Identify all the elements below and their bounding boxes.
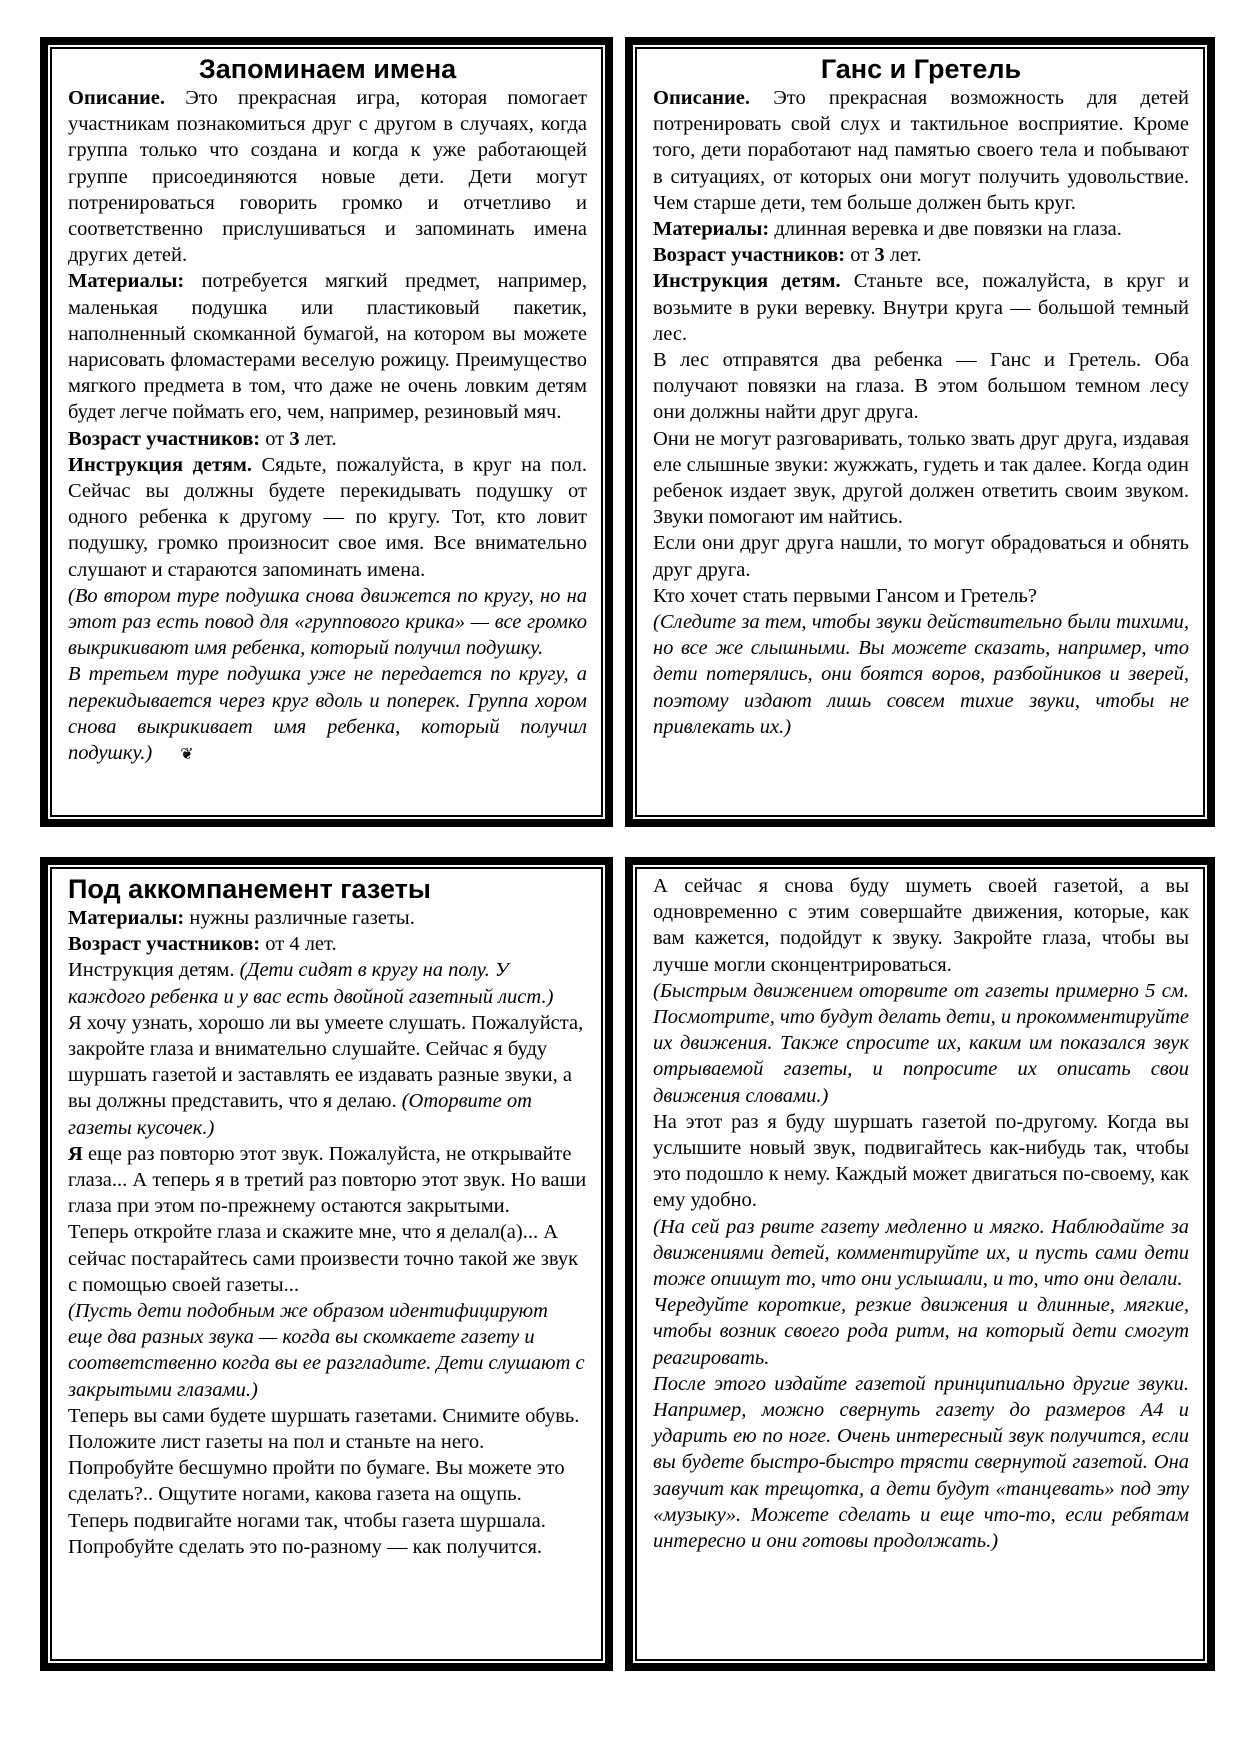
note: (На сей раз рвите газету медленно и мягко. Наблюдайте за движениями детей, комментируйте их, и пусть сами дети тоже опишут то, что они услышали, и то, что они делали. bbox=[653, 1215, 1189, 1291]
instructions bbox=[653, 268, 1189, 347]
description bbox=[68, 85, 587, 268]
paragraph: Теперь откройте глаза и скажите мне, что я делал(а)... А сейчас постарайтесь сами произвести точно такой же звук с помощью своей газеты... bbox=[68, 1221, 579, 1296]
description-text: Это прекрасная возможность для детей потренировать свой слух и тактильное восприятие. Кроме того, дети поработают над памятью своего тела и побывают в ситуациях, от которых они могут получить удовольствие. Чем старше дети, тем больше должен быть круг. bbox=[653, 87, 1189, 214]
age-prefix: от bbox=[260, 427, 290, 450]
card-newspaper-continued bbox=[625, 857, 1215, 1671]
age bbox=[68, 931, 587, 957]
instructions-label: Инструкция детям. bbox=[68, 959, 240, 982]
instructions-label: Инструкция детям. bbox=[68, 453, 253, 476]
paragraph-text: еще раз повторю этот звук. Пожалуйста, не открывайте глаза... А теперь я в третий раз повторю этот звук. Но ваши глаза при этом по-прежнему остаются закрытыми. bbox=[68, 1142, 587, 1218]
age-suffix: лет. bbox=[299, 427, 337, 450]
instructions-label: Инструкция детям. bbox=[653, 270, 841, 293]
age-number: 3 bbox=[874, 244, 885, 267]
materials-label: Материалы: bbox=[68, 270, 185, 293]
card-title: Запоминаем имена bbox=[198, 54, 457, 84]
note: (Быстрым движением оторвите от газеты примерно 5 см. Посмотрите, что будут делать дети, и прокомментируйте их движения. Также спросите их, каким им показался звук отрываемой газеты, и попросите их описать свои движения словами.) bbox=[653, 979, 1189, 1107]
instructions-text: Станьте все, пожалуйста, в круг и возьмите в руки веревку. Внутри круга — большой темный лес. bbox=[653, 270, 1189, 345]
paragraph: А сейчас я снова буду шуметь своей газетой, а вы одновременно с этим совершайте движения, которые, как вам кажется, подойдут к звуку. Закройте глаза, чтобы вы лучше могли сконцентрироваться. bbox=[653, 875, 1189, 976]
paragraph bbox=[68, 1141, 587, 1220]
materials-text: потребуется мягкий предмет, например, маленькая подушка или пластиковый пакетик, наполненный скомканной бумагой, на котором вы можете нарисовать фломастерами веселую рожицу. Преимущество мягкого предмета в том, что даже не очень ловким детям будет легче поймать его, чем, например, резиновый мяч. bbox=[68, 270, 587, 424]
age-label: Возраст участников: bbox=[653, 244, 846, 267]
description-label: Описание. bbox=[68, 87, 166, 109]
floral-heart-icon: ❦ bbox=[180, 746, 194, 764]
note: После этого издайте газетой принципиально другие звуки. Например, можно свернуть газету до размеров А4 и ударить ею по ноге. Очень интересный звук получится, если вы будете быстро-быстро трясти свернутой газетой. Она завучит как трещотка, а дети будут «танцевать» под эту «музыку». Можете сделать и еще что-то, если ребятам интересно и они готовы продолжать.) bbox=[653, 1372, 1189, 1553]
materials-label: Материалы: bbox=[653, 218, 770, 241]
instructions bbox=[68, 452, 587, 583]
card-title: Ганс и Гретель bbox=[820, 54, 1022, 84]
description-text: Это прекрасная игра, которая помогает участникам познакомиться друг с другом в случаях, когда группа только что создана и когда к уже работающей группе присоединяются новые дети. Дети могут потренироваться говорить громко и отчетливо и соответственно прислушиваться и запоминать имена других детей. bbox=[68, 87, 587, 267]
materials bbox=[68, 905, 587, 931]
materials bbox=[68, 268, 587, 425]
instructions-text: Сядьте, пожалуйста, в круг на пол. Сейчас вы должны будете перекидывать подушку от одного ребенка к другому — по кругу. Тот, кто ловит подушку, громко произносит свое имя. Все внимательно слушают и стараются запоминать имена. bbox=[68, 453, 587, 581]
note: Чередуйте короткие, резкие движения и длинные, мягкие, чтобы возник своего рода ритм, на который дети смогут реагировать. bbox=[653, 1294, 1189, 1369]
paragraph: На этот раз я буду шуршать газетой по-другому. Когда вы услышите новый звук, подвигайтесь как-нибудь так, чтобы это подошло к нему. Каждый может двигаться по-своему, как ему удобно. bbox=[653, 1110, 1189, 1212]
paragraph: Если они друг друга нашли, то могут обрадоваться и обнять друг друга. bbox=[653, 532, 1189, 581]
instructions bbox=[68, 957, 587, 1009]
age-number: 3 bbox=[289, 427, 300, 450]
materials-label: Материалы: bbox=[68, 907, 185, 929]
card-newspaper-accompaniment bbox=[40, 857, 613, 1671]
paragraph bbox=[68, 1010, 587, 1141]
paragraph-text: Я хочу узнать, хорошо ли вы умеете слушать. Пожалуйста, закройте глаза и внимательно слушайте. Сейчас я буду шуршать газетой и заставлять ее издавать разные звуки, а вы должны представить, что я делаю. bbox=[68, 1011, 584, 1113]
note-second-round: (Во втором туре подушка снова движется по кругу, но на этот раз есть повод для «группового крика» — все громко выкрикивают имя ребенка, который получил подушку. bbox=[68, 584, 587, 660]
note-third-round-text: В третьем туре подушка уже не передается по кругу, а перекидывается через круг вдоль и поперек. Группа хором снова выкрикивает имя ребенка, который получил подушку.) bbox=[68, 663, 587, 765]
paragraph: Теперь вы сами будете шуршать газетами. Снимите обувь. Положите лист газеты на пол и станьте на него. Попробуйте бесшумно пройти по бумаге. Вы можете это сделать?.. Ощутите ногами, какова газета на ощупь. bbox=[68, 1404, 580, 1506]
bold-initial: Я bbox=[68, 1142, 83, 1165]
paragraph: Они не могут разговаривать, только звать друг друга, издавая еле слышные звуки: жужжать, гудеть и так далее. Когда один ребенок издает звук, другой должен ответить своим звуком. Звуки помогают им найтись. bbox=[653, 427, 1189, 529]
age-prefix: от bbox=[845, 244, 875, 267]
age-label: Возраст участников: bbox=[68, 933, 261, 956]
age bbox=[68, 426, 587, 452]
paragraph: В лес отправятся два ребенка — Ганс и Гретель. Оба получают повязки на глаза. В этом большом темном лесу они должны найти друг друга. bbox=[653, 349, 1189, 424]
paragraph-note: (Оторвите от газеты кусочек.) bbox=[68, 1090, 532, 1139]
description bbox=[653, 85, 1189, 216]
paragraph: Кто хочет стать первыми Гансом и Гретель? bbox=[653, 584, 1037, 607]
card-title: Под аккомпанемент газеты bbox=[68, 874, 431, 904]
note: (Пусть дети подобным же образом идентифицируют еще два разных звука — когда вы скомкаете газету и соответственно когда вы ее разгладите. Дети слушают с закрытыми глазами.) bbox=[68, 1300, 585, 1401]
description-label: Описание. bbox=[653, 87, 751, 109]
note: (Следите за тем, чтобы звуки действительно были тихими, но все же слышными. Вы можете сказать, например, что дети потерялись, они боятся воров, разбойников и зверей, поэтому издают лишь совсем тихие звуки, чтобы не привлекать их.) bbox=[653, 611, 1189, 738]
age bbox=[653, 242, 1189, 268]
materials bbox=[653, 216, 1189, 242]
age-label: Возраст участников: bbox=[68, 427, 261, 450]
card-remember-names bbox=[40, 37, 613, 827]
instructions-note: (Дети сидят в кругу на полу. У каждого ребенка и у вас есть двойной газетный лист.) bbox=[68, 959, 554, 1008]
materials-text: длинная веревка и две повязки на глаза. bbox=[769, 218, 1122, 241]
card-hansel-gretel bbox=[625, 37, 1215, 827]
note-third-round bbox=[68, 661, 587, 768]
materials-text: нужны различные газеты. bbox=[184, 907, 415, 929]
paragraph: Теперь подвигайте ногами так, чтобы газета шуршала. Попробуйте сделать это по-разному — как получится. bbox=[68, 1509, 546, 1558]
age-suffix: лет. bbox=[884, 244, 922, 267]
age-text: от 4 лет. bbox=[260, 933, 337, 956]
